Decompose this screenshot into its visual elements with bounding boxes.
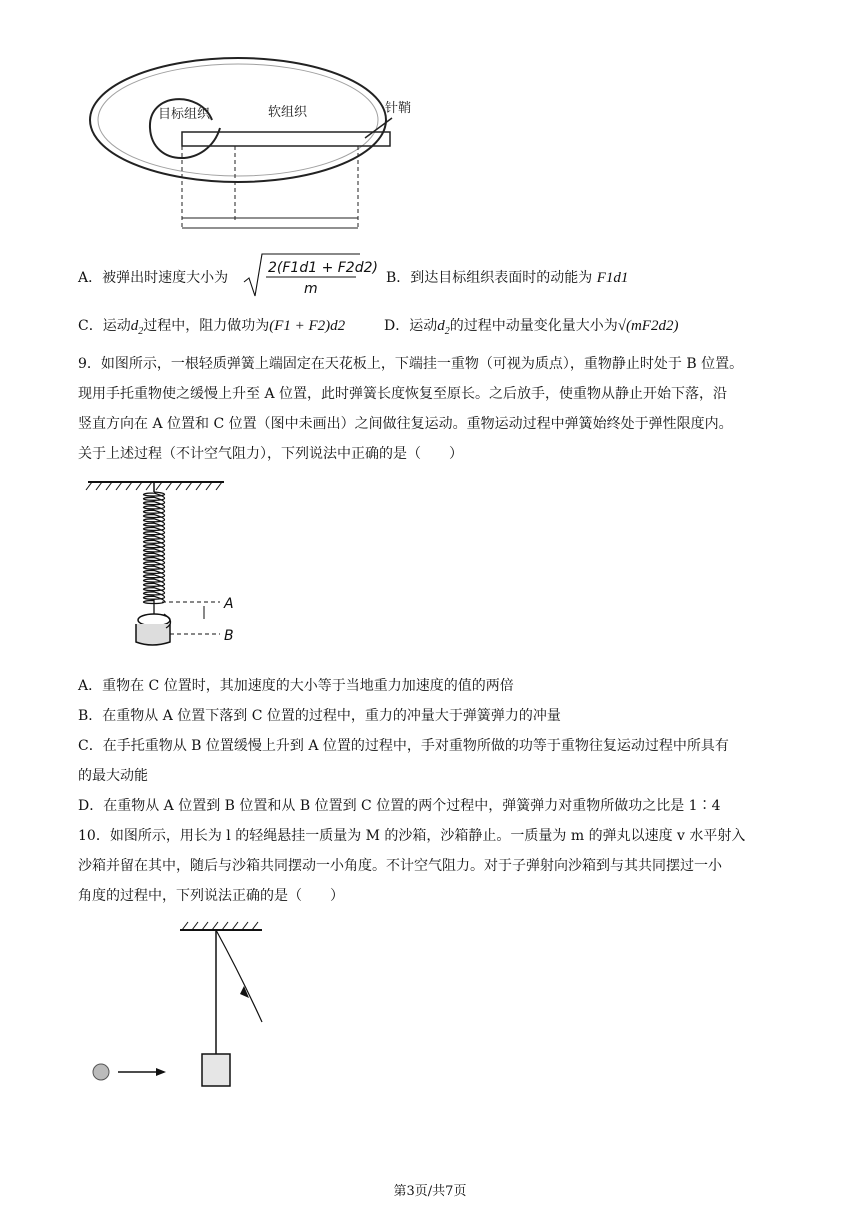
q9-option-c-line-2: 的最大动能 <box>78 768 148 784</box>
q8-option-c-prefix: C．运动 <box>78 318 131 334</box>
fig9-label-b: B <box>224 628 234 644</box>
q9-option-d: D．在重物从 A 位置到 B 位置和从 B 位置到 C 位置的两个过程中，弹簧弹力对重物所做功之比是 1∶4 <box>78 798 721 814</box>
q9-stem-line-4: 关于上述过程（不计空气阻力），下列说法中正确的是（ ） <box>78 446 463 462</box>
fig8-label-soft: 软组织 <box>268 105 308 120</box>
q10-stem-line-2: 沙箱并留在其中，随后与沙箱共同摆动一小角度。不计空气阻力。对于子弹射向沙箱到与其共同摆过一小 <box>78 858 722 874</box>
q8-option-c-mid: 过程中，阻力做功为 <box>143 318 270 334</box>
q8-option-a-formula <box>242 252 378 298</box>
q8-option-c-d2: $d_2$ <box>130 318 144 337</box>
q9-option-a: A．重物在 C 位置时，其加速度的大小等于当地重力加速度的值的两倍 <box>78 678 514 694</box>
q8-option-a-prefix: A．被弹出时速度大小为 <box>78 270 229 286</box>
fig9-label-a: A <box>224 596 234 612</box>
q9-option-b: B．在重物从 A 位置下落到 C 位置的过程中，重力的冲量大于弹簧弹力的冲量 <box>78 708 561 724</box>
figure-q10-pendulum <box>84 914 274 1094</box>
q8-option-a-numerator: 2(F1d1 + F2d2) <box>268 260 378 276</box>
q9-option-c-line-1: C．在手托重物从 B 位置缓慢上升到 A 位置的过程中，手对重物所做的功等于重物往复运动过程中所具有 <box>78 738 729 754</box>
q8-option-c <box>78 316 345 342</box>
figure-q9-spring <box>84 474 254 664</box>
q9-stem-line-3: 竖直方向在 A 位置和 C 位置（图中未画出）之间做往复运动。重物运动过程中弹簧始终处于弹性限度内。 <box>78 416 733 432</box>
fig8-label-needle: 针鞘 <box>385 101 412 116</box>
q8-option-d <box>384 316 678 342</box>
q8-option-b <box>386 268 628 288</box>
page-footer: 第3页/共7页 <box>393 1184 467 1199</box>
q8-option-b-expr: F1d1 <box>596 270 629 286</box>
q10-stem-line-3: 角度的过程中，下列说法正确的是（ ） <box>78 888 344 904</box>
q8-option-d-d2: $d_2$ <box>437 318 450 337</box>
figure-q8-needle <box>80 50 440 235</box>
q9-stem-line-1: 9．如图所示，一根轻质弹簧上端固定在天花板上，下端挂一重物（可视为质点），重物静止时处于 B 位置。 <box>78 356 744 372</box>
q10-stem-line-1: 10．如图所示，用长为 l 的轻绳悬挂一质量为 M 的沙箱，沙箱静止。一质量为 m 的弹丸以速度 v 水平射入 <box>78 828 746 844</box>
q9-stem-line-2: 现用手托重物使之缓慢上升至 A 位置，此时弹簧长度恢复至原长。之后放手，使重物从静止开始下落，沿 <box>78 386 728 402</box>
q8-option-a-denominator: m <box>304 281 318 297</box>
q8-option-d-expr: √(mF2d2) <box>617 318 679 334</box>
q8-option-b-text: B．到达目标组织表面时的动能为 <box>386 270 593 286</box>
q8-option-c-expr: (F1 + F2)d2 <box>269 318 346 334</box>
fig8-label-target: 目标组织 <box>158 107 211 122</box>
q8-option-d-prefix: D．运动 <box>384 318 438 334</box>
q8-option-d-mid: 的过程中动量变化量大小为 <box>449 318 618 334</box>
